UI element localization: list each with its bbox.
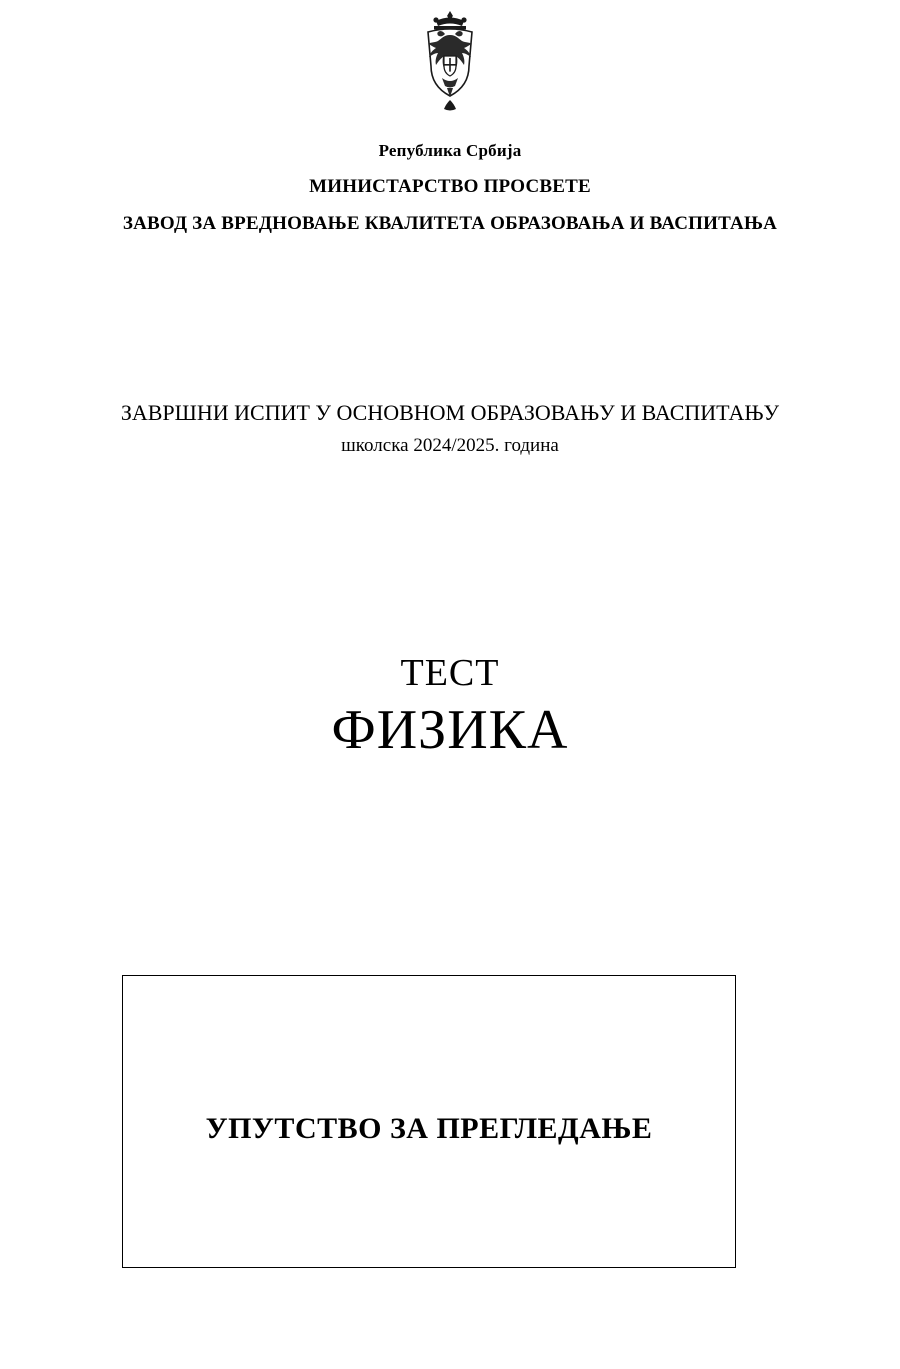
test-subject: ФИЗИКА	[331, 698, 569, 761]
coat-of-arms-container	[0, 8, 900, 120]
test-label: ТЕСТ	[400, 652, 500, 694]
test-title-block	[0, 652, 900, 762]
country-name: Република Србија	[378, 141, 522, 160]
institution-header	[0, 138, 900, 238]
institute-name: ЗАВОД ЗА ВРЕДНОВАЊЕ КВАЛИТЕТА ОБРАЗОВАЊА И ВАСПИТАЊА	[122, 212, 778, 234]
instruction-box	[122, 975, 736, 1268]
instruction-title: УПУТСТВО ЗА ПРЕГЛЕДАЊЕ	[205, 1111, 653, 1145]
serbian-coat-of-arms-icon	[414, 8, 486, 120]
ministry-name: МИНИСТАРСТВО ПРОСВЕТЕ	[309, 175, 591, 197]
exam-school-year: школска 2024/2025. година	[341, 434, 559, 456]
exam-title: ЗАВРШНИ ИСПИТ У ОСНОВНОМ ОБРАЗОВАЊУ И ВАСПИТАЊУ	[120, 400, 780, 425]
exam-info	[0, 398, 900, 459]
